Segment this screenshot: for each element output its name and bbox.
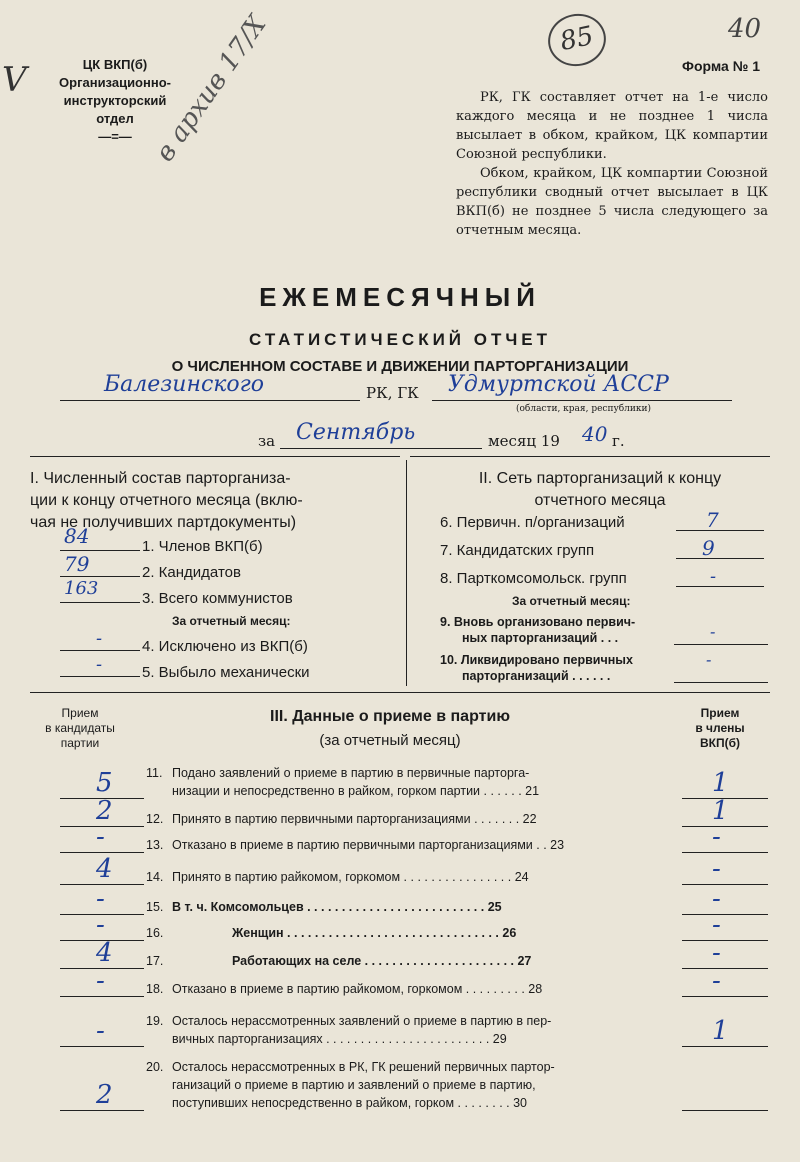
candidate-groups-value: 9 [702, 536, 715, 560]
section1-subheader: За отчетный месяц: [172, 614, 291, 628]
right-value: - [712, 884, 721, 914]
candidate-groups-label: 7. Кандидатских групп [440, 542, 595, 559]
row-number: 16. [146, 926, 164, 940]
row-text-line: Работающих на селе . . . . . . . . . . . . . . . . . . . . . . 27 [232, 954, 532, 968]
org-block [20, 56, 210, 146]
month-underline [280, 448, 482, 449]
left-value: 4 [96, 938, 113, 968]
left-value: - [96, 884, 105, 914]
left-value: 5 [96, 768, 113, 798]
month-value: Сентябрь [296, 420, 416, 445]
section2-title [430, 468, 770, 512]
row-number: 14. [146, 870, 164, 884]
new-orgs-label-1: 9. Вновь организовано первич- [440, 615, 636, 629]
section2-top-rule [410, 456, 770, 457]
section-divider [406, 460, 407, 686]
total-value: 163 [64, 578, 99, 599]
section1-title-line-3: чая не получивших партдокументы) [30, 514, 297, 531]
report-subtitle: СТАТИСТИЧЕСКИЙ ОТЧЕТ [248, 330, 552, 349]
left-value: 2 [96, 1080, 113, 1110]
row-number: 17. [146, 954, 164, 968]
org-line-3: инструкторский [63, 93, 167, 108]
right-value-line [682, 884, 768, 885]
instructions [456, 88, 768, 240]
right-value-line [682, 968, 768, 969]
left-value: - [96, 910, 105, 940]
row-text-line: Отказано в приеме в партию первичными парторганизациями . . 23 [172, 838, 565, 852]
row-text-line: Отказано в приеме в партию райкомом, горкомом . . . . . . . . . 28 [172, 982, 543, 996]
left-value: - [96, 1016, 105, 1046]
total-label: 3. Всего коммунистов [142, 590, 293, 607]
month-label: месяц 19 [488, 432, 560, 450]
right-value-line [682, 1110, 768, 1111]
section2-subheader: За отчетный месяц: [512, 594, 631, 608]
section1-title-line-1: I. Численный состав парторганиза- [30, 470, 291, 487]
report-title: ЕЖЕМЕСЯЧНЫЙ [259, 282, 541, 312]
corner-check-mark: V [2, 60, 27, 100]
komsomol-groups-value: - [710, 566, 717, 587]
members-value: 84 [64, 524, 90, 548]
section1-top-rule [30, 456, 400, 457]
row-text-line: ганизаций о приеме в партию и заявлений о приеме в партию, [172, 1078, 536, 1092]
org-rule: —=— [98, 129, 132, 144]
district-underline [60, 400, 360, 401]
right-value: - [712, 854, 721, 884]
right-value: 1 [712, 768, 729, 798]
primary-orgs-label: 6. Первичн. п/организаций [440, 514, 625, 531]
org-line-2: Организационно- [59, 75, 171, 90]
new-orgs-label-2: ных парторганизаций . . . [462, 631, 619, 645]
row-text-line: Женщин . . . . . . . . . . . . . . . . . . . . . . . . . . . . . . . 26 [232, 926, 517, 940]
section3-subtitle: (за отчетный месяц) [319, 732, 461, 749]
left-value: - [96, 654, 103, 675]
instruction-2: Обком, крайком, ЦК компартии Союзной республики сводный отчет высылает в ЦК ВКП(б) не позднее 5 числа следующего за отчетным месяца. [456, 166, 768, 238]
left-value: 4 [96, 854, 113, 884]
liquidated-label-1: 10. Ликвидировано первичных [440, 653, 633, 667]
row-text-line: Принято в партию первичными парторганизациями . . . . . . . 22 [172, 812, 537, 826]
row-text-line: вичных парторганизациях . . . . . . . . . . . . . . . . . . . . . . . . 29 [172, 1032, 507, 1046]
left-value-line [60, 852, 144, 853]
row-number: 12. [146, 812, 164, 826]
section2-title-line-2: отчетного месяца [534, 492, 666, 509]
right-value-line [682, 826, 768, 827]
right-value: - [712, 938, 721, 968]
row-text-line: Осталось нерассмотренных в РК, ГК решений первичных партор- [172, 1060, 555, 1074]
row-number: 18. [146, 982, 164, 996]
candidates-value: 79 [64, 552, 90, 576]
district-value: Балезинского [104, 372, 265, 397]
row-number: 13. [146, 838, 164, 852]
year-value: 40 [582, 422, 608, 446]
candidates-label: 2. Кандидатов [142, 564, 241, 581]
left-column-head: Прием в кандидаты партии [45, 706, 115, 750]
left-value-line [60, 996, 144, 997]
left-value: 2 [96, 796, 113, 826]
org-line-1: ЦК ВКП(б) [82, 57, 148, 72]
left-value-line [60, 1110, 144, 1111]
left-value: - [96, 822, 105, 852]
right-value: 1 [712, 1016, 729, 1046]
section2-row-9 [440, 614, 635, 646]
district-suffix: РК, ГК [366, 384, 419, 402]
right-value-line [682, 914, 768, 915]
expelled-value: - [96, 628, 103, 649]
right-value-line [682, 996, 768, 997]
left-value-line [60, 1046, 144, 1047]
section2-title-line-1: II. Сеть парторганизаций к концу [478, 470, 722, 487]
new-orgs-value: - [710, 622, 716, 641]
row-text-line: В т. ч. Комсомольцев . . . . . . . . . . . . . . . . . . . . . . . . . . 25 [172, 900, 502, 914]
za-label: за [258, 432, 276, 450]
pencil-note: в архив 17/Х [150, 10, 273, 168]
right-value-line [682, 852, 768, 853]
row-number: 11. [146, 766, 163, 780]
row-number: 20. [146, 1060, 164, 1074]
row-number: 19. [146, 1014, 164, 1028]
right-value: 1 [712, 796, 729, 826]
right-value: - [712, 966, 721, 996]
row-text-line: Осталось нерассмотренных заявлений о приеме в партию в пер- [172, 1014, 552, 1028]
row-text-line: поступивших непосредственно в райком, горком . . . . . . . . 30 [172, 1096, 528, 1110]
row-text-line: Подано заявлений о приеме в партию в первичные парторга- [172, 766, 530, 780]
org-line-4: отдел [96, 111, 134, 126]
left-value: - [96, 966, 105, 996]
section2-row-10 [440, 652, 633, 684]
page-number: 40 [728, 14, 762, 44]
expelled-label: 4. Исключено из ВКП(б) [142, 638, 308, 655]
region-hint: (области, края, республики) [516, 404, 652, 414]
form-label: Форма № 1 [682, 58, 760, 74]
komsomol-groups-label: 8. Парткомсомольск. групп [440, 570, 627, 587]
stamp-number: 85 [557, 20, 597, 58]
right-value: - [712, 910, 721, 940]
year-suffix: г. [612, 432, 625, 450]
liquidated-label-2: парторганизаций . . . . . . [462, 669, 611, 683]
right-value: - [712, 822, 721, 852]
region-underline [432, 400, 732, 401]
region-value: Удмуртской АССР [448, 372, 669, 397]
right-value-line [682, 1046, 768, 1047]
instruction-1: РК, ГК составляет отчет на 1-е число каждого месяца и не позднее 1 числа высылает в обком, крайком, ЦК компартии Союзной республики. [456, 90, 768, 162]
left-label: 5. Выбыло механически [142, 664, 310, 681]
right-column-head: Прием в члены ВКП(б) [695, 706, 745, 750]
right-value-line [682, 940, 768, 941]
liquidated-value: - [706, 650, 712, 669]
section1-title-line-2: ции к концу отчетного месяца (вклю- [30, 492, 303, 509]
row-text-line: Принято в партию райкомом, горкомом . . . . . . . . . . . . . . . . 24 [172, 870, 529, 884]
primary-orgs-value: 7 [706, 508, 719, 532]
section3-title: III. Данные о приеме в партию [270, 708, 510, 725]
section3-top-rule [30, 692, 770, 693]
row-text-line: низации и непосредственно в райком, горком партии . . . . . . 21 [172, 784, 540, 798]
row-number: 15. [146, 900, 164, 914]
members-label: 1. Членов ВКП(б) [142, 538, 263, 555]
archive-stamp [543, 9, 611, 72]
report-subject: О ЧИСЛЕННОМ СОСТАВЕ И ДВИЖЕНИИ ПАРТОРГАНИЗАЦИИ [171, 358, 629, 375]
